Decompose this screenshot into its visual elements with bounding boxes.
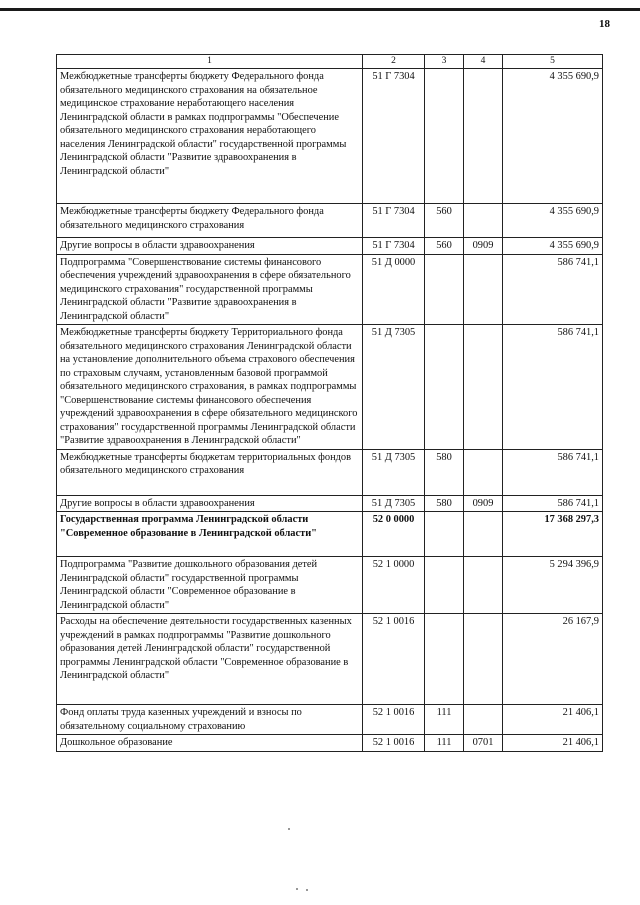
row-name: Фонд оплаты труда казенных учреждений и взносы по обязательному социальному страхованию: [57, 705, 363, 735]
row-section: 0909: [464, 495, 503, 512]
row-vr: 560: [425, 204, 464, 238]
header-col-4: 4: [464, 55, 503, 69]
row-vr: [425, 69, 464, 204]
table-row: [57, 325, 603, 450]
row-code: 51 Г 7304: [363, 238, 425, 255]
row-code: 51 Г 7304: [363, 204, 425, 238]
row-amount: 5 294 396,9: [503, 557, 603, 614]
header-col-2: 2: [363, 55, 425, 69]
row-amount: 4 355 690,9: [503, 69, 603, 204]
row-amount: 21 406,1: [503, 735, 603, 752]
table-row: [57, 204, 603, 238]
header-col-5: 5: [503, 55, 603, 69]
table-row: [57, 735, 603, 752]
row-section: [464, 325, 503, 450]
row-section: 0909: [464, 238, 503, 255]
row-amount: 4 355 690,9: [503, 204, 603, 238]
row-code: 52 1 0016: [363, 705, 425, 735]
row-vr: [425, 325, 464, 450]
top-rule: [0, 8, 640, 11]
row-code: 52 1 0016: [363, 735, 425, 752]
row-section: [464, 204, 503, 238]
budget-table: [56, 54, 603, 752]
row-section: [464, 449, 503, 495]
scan-speck: [296, 888, 298, 890]
row-section: [464, 705, 503, 735]
row-amount: 586 741,1: [503, 325, 603, 450]
row-amount: 586 741,1: [503, 495, 603, 512]
table-row: [57, 614, 603, 705]
scan-speck: [306, 889, 308, 891]
row-name: Другие вопросы в области здравоохранения: [57, 495, 363, 512]
header-col-3: 3: [425, 55, 464, 69]
row-code: 51 Д 7305: [363, 449, 425, 495]
table-row: [57, 557, 603, 614]
table-row: [57, 238, 603, 255]
row-amount: 586 741,1: [503, 449, 603, 495]
table-row: [57, 705, 603, 735]
row-vr: [425, 614, 464, 705]
row-name: Другие вопросы в области здравоохранения: [57, 238, 363, 255]
row-vr: [425, 512, 464, 557]
row-code: 52 0 0000: [363, 512, 425, 557]
row-code: 51 Д 0000: [363, 254, 425, 325]
row-vr: 111: [425, 735, 464, 752]
row-section: [464, 614, 503, 705]
row-name: Подпрограмма "Развитие дошкольного образования детей Ленинградской области" государственной программы Ленинградской области "Современное образование в Ленинградской области": [57, 557, 363, 614]
row-amount: 4 355 690,9: [503, 238, 603, 255]
row-vr: [425, 557, 464, 614]
row-amount: 21 406,1: [503, 705, 603, 735]
row-section: [464, 254, 503, 325]
page-number: 18: [599, 18, 610, 30]
row-name: Межбюджетные трансферты бюджету Федерального фонда обязательного медицинского страхования на обязательное медицинское страхование неработающего населения Ленинградской области в рамках подпрограммы "Обеспечение обязательного медицинского страхования неработающего населения Ленинградской области" государственной программы Ленинградской области "Развитие здравоохранения в Ленинградской области": [57, 69, 363, 204]
row-name: Межбюджетные трансферты бюджетам территориальных фондов обязательного медицинского страхования: [57, 449, 363, 495]
table-row: [57, 495, 603, 512]
header-col-1: 1: [57, 55, 363, 69]
row-name: Дошкольное образование: [57, 735, 363, 752]
row-amount: 586 741,1: [503, 254, 603, 325]
row-section: [464, 69, 503, 204]
row-code: 51 Г 7304: [363, 69, 425, 204]
row-name: Межбюджетные трансферты бюджету Федерального фонда обязательного медицинского страхования: [57, 204, 363, 238]
header-row: [57, 55, 603, 69]
scan-speck: [288, 828, 290, 830]
row-section: [464, 557, 503, 614]
row-code: 52 1 0000: [363, 557, 425, 614]
table-row: [57, 449, 603, 495]
row-vr: 580: [425, 449, 464, 495]
row-code: 51 Д 7305: [363, 495, 425, 512]
row-vr: 560: [425, 238, 464, 255]
row-vr: [425, 254, 464, 325]
row-vr: 111: [425, 705, 464, 735]
row-amount: 17 368 297,3: [503, 512, 603, 557]
row-name: Межбюджетные трансферты бюджету Территориального фонда обязательного медицинского страхования Ленинградской области на установление дополнительного объема страхового обеспечения по страховым случаям, установленным базовой программой обязательного медицинского страхования, в рамках подпрограммы "Совершенствование системы финансового обеспечения учреждений здравоохранения в сфере обязательного медицинского страхования" государственной программы Ленинградской области "Развитие здравоохранения в Ленинградской области": [57, 325, 363, 450]
row-section: [464, 512, 503, 557]
row-code: 52 1 0016: [363, 614, 425, 705]
table-row: [57, 254, 603, 325]
row-vr: 580: [425, 495, 464, 512]
table-row: [57, 512, 603, 557]
row-code: 51 Д 7305: [363, 325, 425, 450]
row-name: Подпрограмма "Совершенствование системы финансового обеспечения учреждений здравоохранения в сфере обязательного медицинского страхования" государственной программы Ленинградской области "Развитие здравоохранения в Ленинградской области": [57, 254, 363, 325]
row-section: 0701: [464, 735, 503, 752]
row-name: Государственная программа Ленинградской области "Современное образование в Ленинградской области": [57, 512, 363, 557]
row-amount: 26 167,9: [503, 614, 603, 705]
table-row: [57, 69, 603, 204]
row-name: Расходы на обеспечение деятельности государственных казенных учреждений в рамках подпрограммы "Развитие дошкольного образования детей Ленинградской области" государственной программы Ленинградской области "Современное образование в Ленинградской области": [57, 614, 363, 705]
